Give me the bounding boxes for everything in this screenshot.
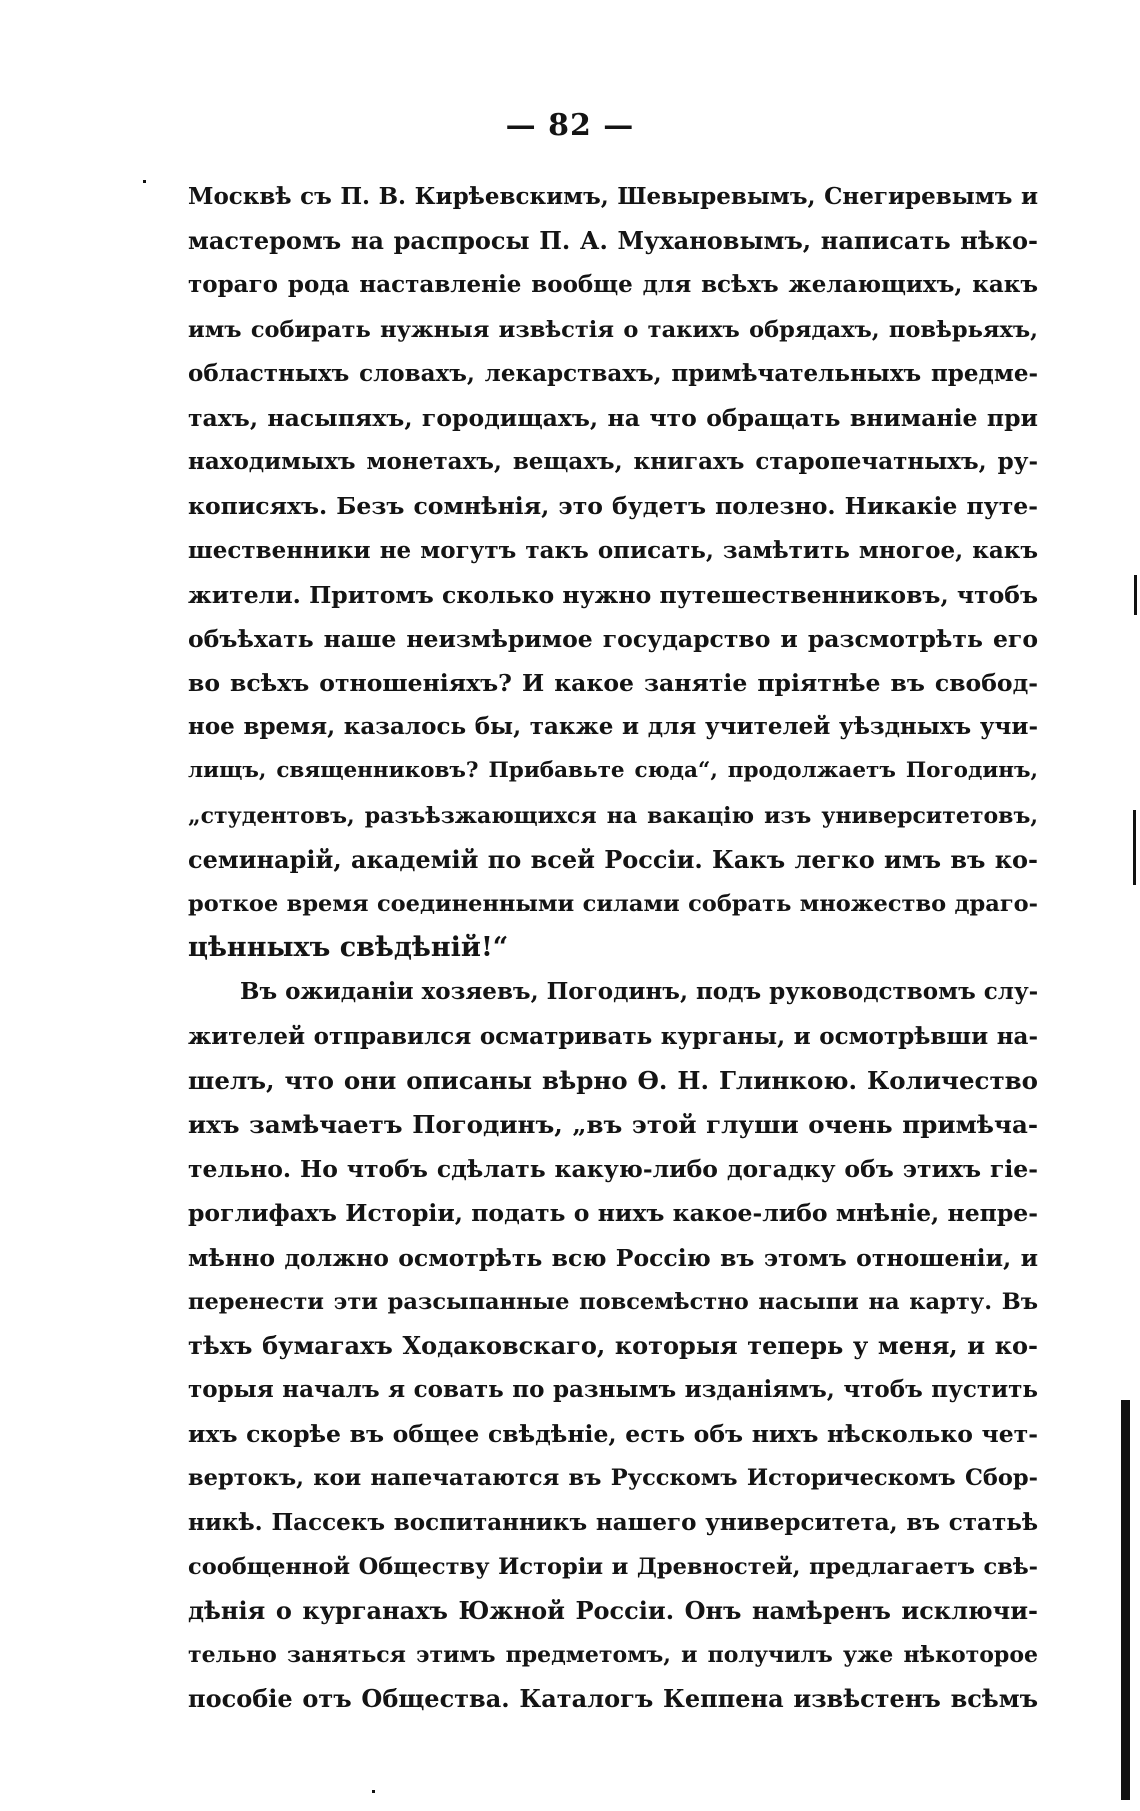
text-line: ное время, казалось бы, также и для учителей уѣздныхъ учи- <box>188 713 1038 741</box>
text-line: „студентовъ, разъѣзжающихся на вакацію изъ университетовъ, <box>188 802 1038 829</box>
text-line: тахъ, насыпяхъ, городищахъ, на что обращать вниманіе при <box>188 403 1038 432</box>
text-line: тораго рода наставленіе вообще для всѣхъ желающихъ, какъ <box>188 271 1038 299</box>
text-line: тѣхъ бумагахъ Ходаковскаго, которыя теперь у меня, и ко- <box>188 1330 1038 1360</box>
text-line: перенести эти разсыпанные повсемѣстно насыпи на карту. Въ <box>188 1288 1038 1315</box>
text-line: дѣнія о курганахъ Южной Россіи. Онъ намѣренъ исключи- <box>188 1596 1038 1625</box>
text-line: вертокъ, кои напечатаются въ Русскомъ Историческомъ Сбор- <box>188 1465 1038 1492</box>
scan-edge-mark <box>1134 575 1137 615</box>
text-line: кописяхъ. Безъ сомнѣнія, это будетъ полезно. Никакіе путе- <box>188 492 1038 521</box>
text-line: объѣхать наше неизмѣримое государство и разсмотрѣть его <box>188 624 1038 653</box>
text-line: имъ собирать нужныя извѣстія о такихъ обрядахъ, повѣрьяхъ, <box>188 316 1038 343</box>
text-line: ихъ скорѣе въ общее свѣдѣніе, есть объ нихъ нѣсколько чет- <box>188 1420 1038 1449</box>
scan-edge-mark <box>1133 810 1136 885</box>
text-line: никѣ. Пассекъ воспитанникъ нашего университета, въ статьѣ <box>188 1508 1038 1536</box>
text-line: Москвѣ съ П. В. Кирѣевскимъ, Шевыревымъ, Снегиревымъ и <box>188 183 1038 210</box>
text-line: сообщенной Обществу Исторіи и Древностей, предлагаетъ свѣ- <box>188 1553 1038 1580</box>
text-line: мастеромъ на распросы П. А. Мухановымъ, написать нѣко- <box>188 226 1038 256</box>
text-line: тельно заняться этимъ предметомъ, и получилъ уже нѣкоторое <box>188 1642 1038 1669</box>
scan-dot <box>372 1790 375 1793</box>
text-line: шелъ, что они описаны вѣрно Ѳ. Н. Глинкою. Количество <box>188 1065 1038 1095</box>
text-line: мѣнно должно осмотрѣть всю Россію въ этомъ отношеніи, и <box>188 1243 1038 1272</box>
text-line: шественники не могутъ такъ описать, замѣтить многое, какъ <box>188 536 1038 564</box>
text-line: цѣнныхъ свѣдѣній!“ <box>188 932 509 964</box>
page-number: — 82 — <box>505 108 635 143</box>
text-line: роткое время соединенными силами собрать множество драго- <box>188 891 1038 917</box>
text-line: жителей отправился осматривать курганы, и осмотрѣвши на- <box>188 1022 1038 1050</box>
text-line: торыя началъ я совать по разнымъ изданіямъ, чтобъ пустить <box>188 1376 1038 1404</box>
text-line: ихъ замѣчаетъ Погодинъ, „въ этой глуши очень примѣча- <box>188 1109 1038 1139</box>
text-line: во всѣхъ отношеніяхъ? И какое занятіе пріятнѣе въ свобод- <box>188 669 1038 698</box>
text-line: семинарій, академій по всей Россіи. Какъ легко имъ въ ко- <box>188 844 1038 874</box>
text-line: роглифахъ Исторіи, подать о нихъ какое-либо мнѣніе, непре- <box>188 1199 1038 1228</box>
text-line: пособіе отъ Общества. Каталогъ Кеппена извѣстенъ всѣмъ <box>188 1684 1038 1714</box>
text-line: лищъ, священниковъ? Прибавьте сюда“, продолжаетъ Погодинъ, <box>188 758 1038 784</box>
body-text <box>188 175 1038 1722</box>
text-line: областныхъ словахъ, лекарствахъ, примѣчательныхъ предме- <box>188 359 1038 387</box>
text-line: тельно. Но чтобъ сдѣлать какую-либо догадку объ этихъ гіе- <box>188 1155 1038 1184</box>
text-line: находимыхъ монетахъ, вещахъ, книгахъ старопечатныхъ, ру- <box>188 448 1038 476</box>
text-line: Въ ожиданіи хозяевъ, Погодинъ, подъ руководствомъ слу- <box>240 978 1038 1006</box>
text-line: жители. Притомъ сколько нужно путешественниковъ, чтобъ <box>188 580 1038 609</box>
scan-edge-mark <box>1121 1400 1130 1800</box>
scan-dot <box>143 180 146 183</box>
